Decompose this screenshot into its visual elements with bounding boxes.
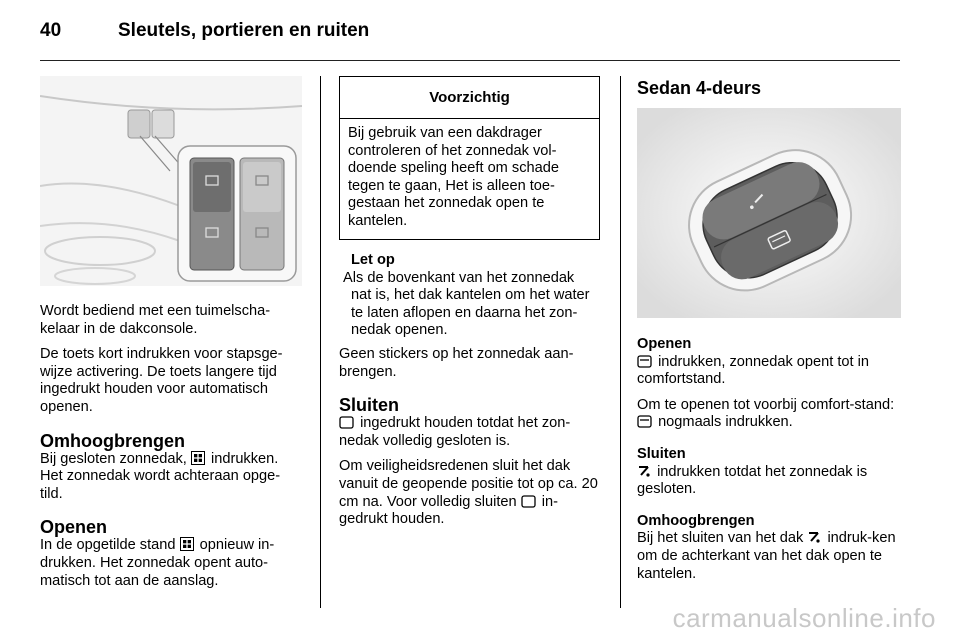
left-column-text	[40, 303, 302, 598]
open-roof-icon	[637, 415, 652, 428]
text: indrukken. Het zonnedak wordt achteraan opge-tild.	[40, 450, 281, 502]
page-title: Sleutels, portieren en ruiten	[118, 20, 370, 41]
caution-title: Voorzichtig	[340, 77, 599, 119]
tilt-up-icon	[191, 451, 205, 465]
text: Om veiligheidsredenen sluit het dak vanuit de geopende positie tot op ca. 20 cm na. Voor volledig sluiten	[339, 458, 598, 510]
column-divider-right	[620, 76, 621, 608]
note-label: Let op	[351, 252, 395, 268]
middle-column-text	[339, 346, 605, 537]
header-divider	[40, 60, 900, 61]
open-roof-icon	[637, 355, 652, 368]
close-roof-icon	[339, 416, 354, 429]
heading-omhoogbrengen: Omhoogbrengen	[637, 512, 755, 529]
column-divider-left	[320, 76, 321, 608]
note-line: Als de bovenkant van het zonnedak	[343, 269, 575, 286]
page-header	[40, 20, 920, 50]
tilt-close-icon	[637, 464, 651, 478]
text: nogmaals indrukken.	[658, 414, 793, 431]
close-roof-icon	[521, 495, 536, 508]
text: indrukken totdat het zonnedak is gesloten.	[637, 463, 868, 498]
watermark: carmanualsonline.info	[672, 603, 936, 633]
note-text: nat is, het dak kantelen om het water te laten aflopen en daarna het zon-nedak openen.	[351, 287, 590, 339]
text: Bij het sluiten van het dak	[637, 530, 804, 547]
roof-console-illustration	[40, 76, 302, 286]
paragraph: De toets kort indrukken voor stapsge-wijze activering. De toets langere tijd ingedrukt houden voor automatisch openen.	[40, 346, 283, 415]
paragraph: Geen stickers op het zonnedak aan-brengen.	[339, 346, 574, 380]
note-block	[343, 252, 605, 340]
text: Bij gesloten zonnedak,	[40, 450, 187, 467]
heading-sedan: Sedan 4-deurs	[637, 78, 762, 98]
text: Om te openen tot voorbij comfort-stand:	[637, 396, 895, 413]
heading-sluiten: Sluiten	[637, 445, 686, 462]
sedan-switch-illustration	[637, 108, 901, 318]
text: In de opgetilde stand	[40, 537, 176, 554]
text: ingedrukt houden totdat het zon-nedak volledig gesloten is.	[339, 415, 571, 449]
paragraph: Wordt bediend met een tuimelscha-kelaar in de dakconsole.	[40, 303, 271, 337]
text: indruk-ken om de achterkant van het dak open te kantelen.	[637, 530, 896, 582]
right-column-text	[637, 336, 901, 591]
heading-omhoogbrengen: Omhoogbrengen	[40, 430, 185, 451]
tilt-up-icon	[180, 537, 194, 551]
heading-openen: Openen	[40, 517, 108, 538]
heading-openen: Openen	[637, 336, 692, 352]
page-number: 40	[40, 20, 62, 41]
caution-body: Bij gebruik van een dakdrager controleren of het zonnedak vol-doende speling heeft om schade tegen te gaan, Het is alleen toe-gestaan het zonnedak open te kantelen.	[348, 125, 559, 229]
text: opnieuw in-drukken. Het zonnedak opent auto-matisch tot aan de aanslag.	[40, 537, 275, 589]
caution-box	[339, 76, 600, 240]
text: indrukken, zonnedak opent tot in comfortstand.	[637, 353, 870, 388]
tilt-close-icon	[807, 530, 821, 544]
text: in-gedrukt houden.	[339, 493, 558, 528]
heading-sluiten: Sluiten	[339, 395, 400, 416]
